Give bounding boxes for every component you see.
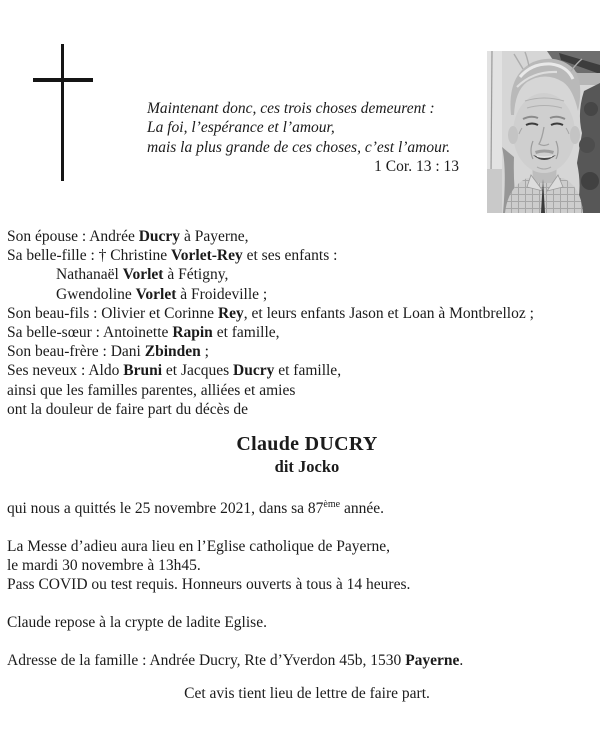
quote-line: Maintenant donc, ces trois choses demeurent :	[147, 100, 435, 117]
quote-line: La foi, l’espérance et l’amour,	[147, 119, 335, 137]
family-address-line: Adresse de la famille : Andrée Ducry, Rte d’Yverdon 45b, 1530 Payerne.	[7, 652, 464, 669]
portrait-photo	[487, 51, 600, 213]
cross-horizontal-bar	[33, 78, 93, 82]
ceremony-line: La Messe d’adieu aura lieu en l’Eglise catholique de Payerne,	[7, 538, 391, 555]
family-line: Gwendoline Vorlet à Froideville ;	[56, 285, 268, 303]
family-line: Nathanaël Vorlet à Fétigny,	[56, 266, 229, 284]
bible-quote	[147, 99, 459, 177]
family-line: Son épouse : Andrée Ducry à Payerne,	[7, 228, 249, 245]
family-line: ont la douleur de faire part du décès de	[7, 400, 249, 418]
family-list	[7, 227, 534, 419]
ceremony-line: le mardi 30 novembre à 13h45.	[7, 557, 201, 575]
ceremony-details	[7, 537, 410, 595]
family-line: Son beau-fils : Olivier et Corinne Rey, et leurs enfants Jason et Loan à Montbrelloz ;	[7, 304, 534, 322]
passing-line: qui nous a quittés le 25 novembre 2021, dans sa 87ème année.	[7, 498, 384, 517]
family-line: ainsi que les familles parentes, alliées et amies	[7, 381, 296, 399]
family-line: Sa belle-fille : † Christine Vorlet-Rey et ses enfants :	[7, 247, 338, 265]
resting-place-line: Claude repose à la crypte de ladite Eglise.	[7, 614, 267, 631]
family-line: Ses neveux : Aldo Bruni et Jacques Ducry et famille,	[7, 362, 342, 380]
cross-vertical-bar	[61, 44, 64, 181]
deceased-name: Claude DUCRY	[236, 433, 378, 455]
ceremony-line: Pass COVID ou test requis. Honneurs ouverts à tous à 14 heures.	[7, 576, 411, 594]
deceased-nickname: dit Jocko	[274, 457, 340, 476]
family-line: Sa belle-sœur : Antoinette Rapin et famille,	[7, 324, 280, 342]
quote-line: mais la plus grande de ces choses, c’est l’amour.	[147, 138, 451, 156]
family-line: Son beau-frère : Dani Zbinden ;	[7, 343, 209, 361]
quote-reference: 1 Cor. 13 : 13	[374, 158, 459, 176]
closing-line: Cet avis tient lieu de lettre de faire part.	[184, 685, 430, 702]
